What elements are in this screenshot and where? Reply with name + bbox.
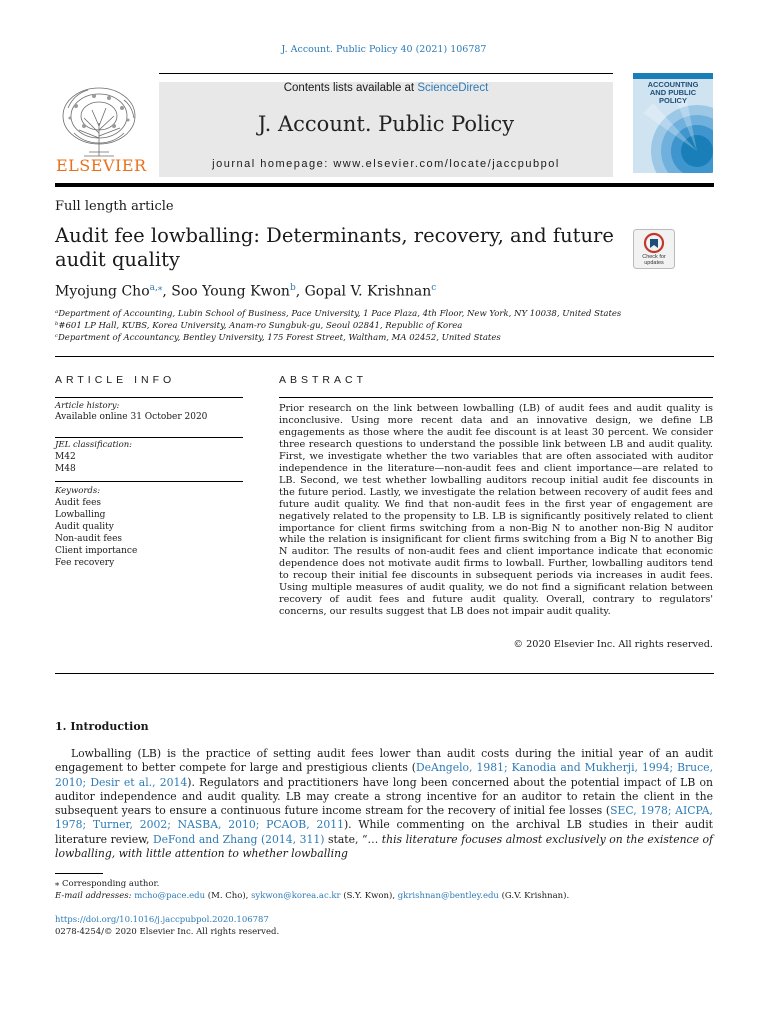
article-info-heading: ARTICLE INFO — [55, 374, 176, 386]
abstract-copyright: © 2020 Elsevier Inc. All rights reserved. — [513, 639, 713, 650]
info-rule — [55, 437, 243, 438]
footnote-rule — [55, 873, 103, 874]
cover-title-line: AND PUBLIC — [649, 88, 697, 97]
email-label: E-mail addresses: — [55, 891, 135, 901]
check-for-updates-button[interactable] — [633, 229, 675, 269]
jel-label: JEL classification: — [55, 440, 133, 450]
author-name[interactable]: Soo Young Kwon — [171, 283, 290, 300]
affiliation-b: ᵇ#601 LP Hall, KUBS, Korea University, Anam-ro Sungbuk-gu, Seoul 02841, Republic of Korea — [55, 321, 463, 331]
check-for-updates-label: Check for updates — [642, 254, 666, 266]
contents-prefix: Contents lists available at — [283, 82, 418, 94]
article-title: Audit fee lowballing: Determinants, recovery, and future audit quality — [55, 224, 614, 271]
issn-line: 0278-4254/© 2020 Elsevier Inc. All rights reserved. — [55, 927, 280, 937]
intro-text-run: ). While commenting on the archival LB studies in their audit literature review, — [55, 818, 713, 846]
cover-title-line: ACCOUNTING — [647, 80, 699, 89]
history-label: Article history: — [55, 401, 120, 411]
intro-quote: this literature focuses almost exclusively on the existence of lowballing, with little attention to whether lowballing — [55, 832, 714, 861]
elsevier-wordmark: ELSEVIER — [56, 156, 147, 175]
jel-code: M42 — [55, 452, 76, 462]
affiliation-c: ᶜDepartment of Accountancy, Bentley University, 175 Forest Street, Waltham, MA 02452, United States — [55, 333, 501, 343]
keyword: Non-audit fees — [55, 534, 123, 544]
author-separator: , — [162, 283, 172, 300]
keyword: Lowballing — [55, 510, 106, 520]
email-owner: (G.V. Krishnan). — [498, 891, 570, 901]
citation-link[interactable]: DeAngelo, 1981; Kanodia and Mukherji, 1994; Bruce, 2010; Desir et al., 2014 — [55, 761, 714, 789]
email-link[interactable]: mcho@pace.edu — [134, 891, 206, 901]
history-value: Available online 31 October 2020 — [55, 412, 208, 422]
keyword: Audit quality — [55, 522, 114, 532]
author-affil-marker[interactable]: b — [289, 283, 296, 293]
info-rule — [55, 397, 243, 398]
citation-link[interactable]: DeFond and Zhang (2014, 311) — [153, 832, 325, 846]
contents-line — [159, 82, 613, 94]
author-affil-marker[interactable]: c — [431, 283, 437, 293]
abstract-rule — [279, 397, 713, 398]
email-footnote — [55, 891, 569, 901]
email-link[interactable]: sykwon@korea.ac.kr — [251, 891, 341, 901]
header-top-rule — [159, 73, 613, 74]
keywords-label: Keywords: — [55, 486, 101, 496]
abstract-heading: ABSTRACT — [279, 374, 368, 386]
keyword: Fee recovery — [55, 558, 115, 568]
author-affil-marker[interactable]: a,⁎ — [149, 283, 163, 293]
author-separator: , — [295, 283, 305, 300]
info-rule — [55, 481, 243, 482]
keyword: Client importance — [55, 546, 138, 556]
email-link[interactable]: gkrishnan@bentley.edu — [397, 891, 499, 901]
author-list — [55, 283, 436, 300]
keyword: Audit fees — [55, 498, 102, 508]
email-owner: (M. Cho), — [205, 891, 252, 901]
corresponding-author-note: ⁎ Corresponding author. — [55, 879, 160, 889]
header-bottom-rule — [55, 183, 714, 187]
running-head[interactable]: J. Account. Public Policy 40 (2021) 106787 — [281, 44, 487, 55]
journal-homepage-link[interactable]: journal homepage: www.elsevier.com/locate/jaccpubpol — [212, 158, 560, 170]
jel-code: M48 — [55, 464, 76, 474]
journal-title: J. Account. Public Policy — [257, 112, 515, 136]
cover-title-line: POLICY — [659, 96, 687, 105]
doi-link[interactable]: https://doi.org/10.1016/j.jaccpubpol.2020.106787 — [55, 915, 269, 925]
elsevier-logo[interactable] — [54, 78, 147, 176]
affiliation-a: ᵃDepartment of Accounting, Lubin School of Business, Pace University, 1 Pace Plaza, 4th Floor, New York, NY 10038, United States — [55, 309, 622, 319]
abstract-text: Prior research on the link between lowballing (LB) of audit fees and audit quality is inconclusive. Using more recent data and an innovative design, we define LB engagements as those where the audit fee discount is at least 30 percent. We consider three research questions to understand the possible link between LB and audit quality. First, we investigate whether the two variables that are often associated with auditor independence in the literature—non-audit fees and client importance—are related to LB. Second, we test whether lowballing auditors recoup initial audit fee discounts in the future period. Lastly, we investigate the relation between recovery of audit fees and future audit quality. We find that non-audit fees in the first year of engagement are negatively related to the propensity to LB. LB is significantly positively related to client importance for client firms switching from a non-Big N to another non-Big N auditor while the relation is insignificant for client firms switching from a Big N to another Big N auditor. The results of non-audit fees and client importance indicate that economic dependence does not motivate audit firms to lowball. Further, lowballing auditors tend to recoup their initial fee discounts in subsequent periods via increases in audit fees. Using multiple measures of audit quality, we do not find a significant relation between recovery of audit fees and future audit quality. Overall, contrary to regulators' concerns, our results suggest that LB does not impair audit quality. — [279, 403, 713, 618]
sciencedirect-link[interactable]: ScienceDirect — [417, 82, 489, 94]
email-owner: (S.Y. Kwon), — [340, 891, 398, 901]
citation-link[interactable]: SEC, 1978; AICPA, 1978; Turner, 2002; NASBA, 2010; PCAOB, 2011 — [55, 804, 713, 832]
cover-title — [633, 81, 713, 105]
section-rule — [55, 356, 714, 357]
article-type: Full length article — [55, 199, 174, 214]
intro-heading: 1. Introduction — [55, 720, 149, 733]
journal-cover-image[interactable] — [633, 73, 713, 173]
section-rule — [55, 673, 714, 674]
intro-text-run: state, “… — [324, 832, 382, 846]
intro-text-run: Lowballing (LB) is the practice of setting audit fees lower than audit costs during the initial year of an audit engagement to better compete for large and prestigious clients ( — [55, 747, 713, 775]
author-name[interactable]: Myojung Cho — [55, 283, 150, 300]
intro-paragraph — [55, 747, 713, 861]
intro-text-run: ). Regulators and practitioners have long been concerned about the potential impact of LB on auditor independence and audit quality. LB may create a strong incentive for an auditor to retain the client in the subsequent years to ensure a continuous future income stream for the recovery of initial fee losses ( — [55, 775, 713, 818]
author-name[interactable]: Gopal V. Krishnan — [304, 283, 432, 300]
